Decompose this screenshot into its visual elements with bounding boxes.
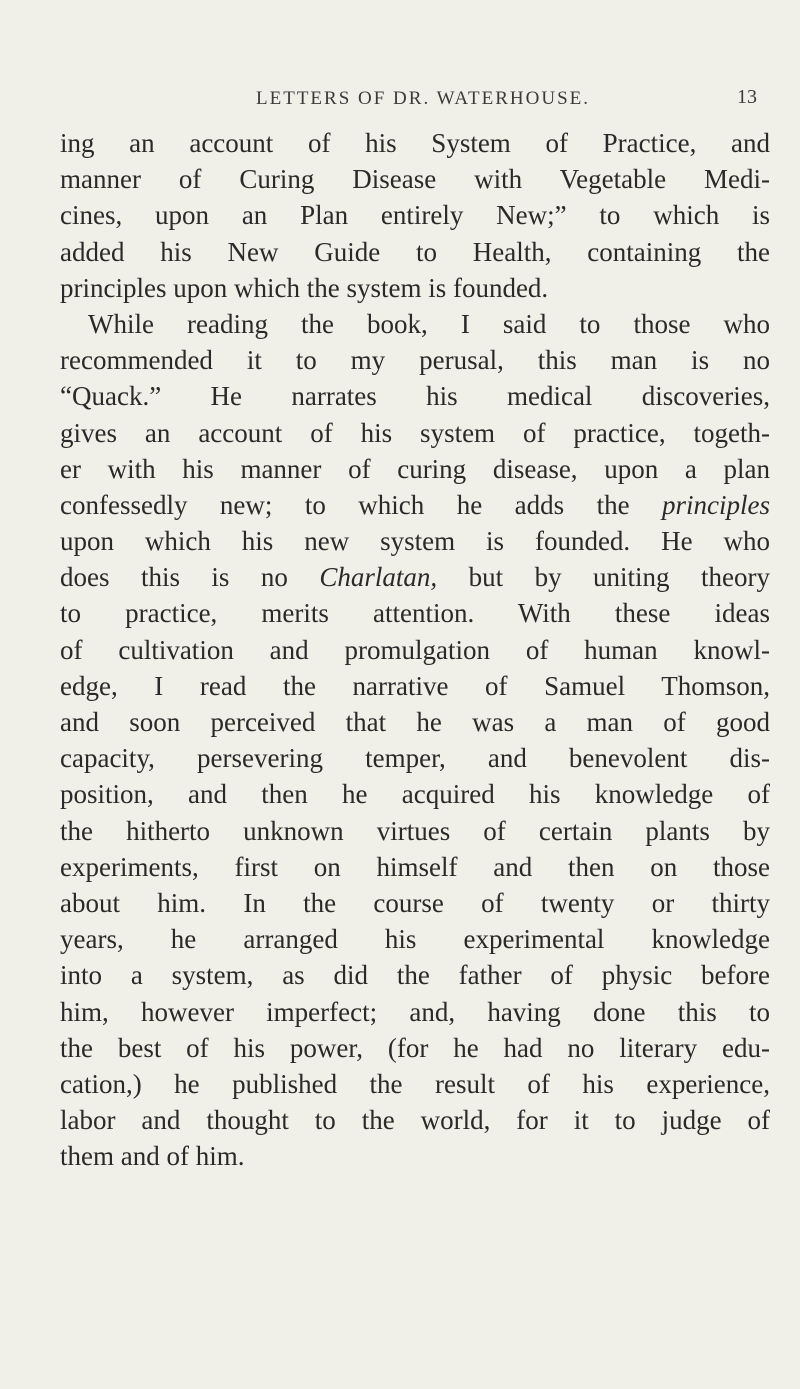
text-line: “Quack.” He narrates his medical discoveries, bbox=[60, 381, 770, 412]
text-line: cation,) he published the result of his experience, bbox=[60, 1068, 770, 1099]
text-line: the hitherto unknown virtues of certain plants by bbox=[60, 815, 770, 846]
text-line: manner of Curing Disease with Vegetable Medi- bbox=[60, 164, 770, 195]
text-line: upon which his new system is founded. He who bbox=[60, 526, 770, 557]
text-line: While reading the book, I said to those who bbox=[88, 308, 770, 339]
text-line: added his New Guide to Health, containing the bbox=[60, 236, 770, 267]
text-line: experiments, first on himself and then on those bbox=[60, 851, 770, 882]
text-line: years, he arranged his experimental knowledge bbox=[60, 924, 770, 955]
text-line: edge, I read the narrative of Samuel Thomson, bbox=[60, 670, 770, 701]
page-number: 13 bbox=[737, 86, 757, 108]
text-line: cines, upon an Plan entirely New;” to which is bbox=[60, 200, 770, 231]
text-line bbox=[60, 559, 770, 595]
text-line: them and of him. bbox=[60, 1141, 245, 1172]
running-title: LETTERS OF DR. WATERHOUSE. bbox=[256, 88, 591, 109]
text-line bbox=[60, 487, 770, 523]
text-line: principles upon which the system is founded. bbox=[60, 272, 549, 303]
text-line: and soon perceived that he was a man of good bbox=[60, 707, 770, 737]
italic-word: Charlatan, bbox=[319, 562, 438, 593]
text-line: about him. In the course of twenty or thirty bbox=[60, 887, 770, 918]
text-segment: does this is no bbox=[60, 562, 320, 593]
text-line: capacity, persevering temper, and benevolent dis- bbox=[60, 743, 770, 774]
text-segment: confessedly new; to which he adds the bbox=[60, 489, 662, 520]
text-line: the best of his power, (for he had no literary edu- bbox=[60, 1032, 770, 1063]
text-line: position, and then he acquired his knowledge of bbox=[60, 779, 770, 810]
body-paragraphs bbox=[60, 125, 770, 1174]
text-line: ing an account of his System of Practice, and bbox=[60, 128, 770, 158]
text-line: recommended it to my perusal, this man is no bbox=[60, 345, 770, 376]
text-segment: but by uniting theory bbox=[437, 562, 770, 593]
text-line: labor and thought to the world, for it to judge of bbox=[60, 1105, 770, 1136]
text-line: to practice, merits attention. With these ideas bbox=[60, 598, 770, 629]
text-line: er with his manner of curing disease, upon a plan bbox=[60, 453, 770, 484]
text-line: gives an account of his system of practice, togeth- bbox=[60, 417, 770, 448]
text-line: into a system, as did the father of physic before bbox=[60, 960, 770, 991]
italic-word: principles bbox=[662, 489, 770, 520]
text-line: him, however imperfect; and, having done this to bbox=[60, 996, 770, 1027]
text-line: of cultivation and promulgation of human knowl- bbox=[60, 634, 770, 665]
